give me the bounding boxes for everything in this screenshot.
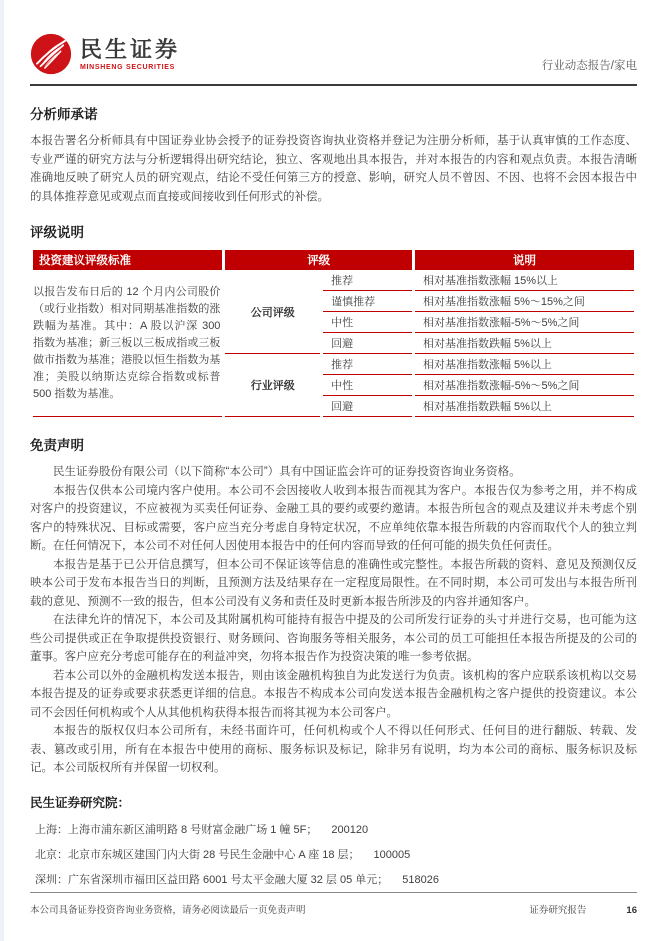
office-postcode: 200120 [331, 823, 369, 836]
analyst-section-title: 分析师承诺 [30, 107, 98, 122]
rating-desc: 相对基准指数涨幅 15%以上 [415, 270, 634, 291]
logo-subtitle: MINSHENG SECURITIES [80, 63, 175, 71]
logo-title: 民生证券 [80, 36, 181, 62]
disclaimer-paragraph: 本报告仅供本公司境内客户使用。本公司不会因接收人收到本报告而视其为客户。本报告仅为参考之用，并不构成对客户的投资建议，不应被视为买卖任何证券、金融工具的要约或要约邀请。本报告所包含的观点及建议并未考虑个别客户的特殊状况、目标或需要，客户应当充分考虑自身特定状况，不应单纯依靠本报告所载的内容而取代个人的独立判断。在任何情况下，本公司不对任何人因使用本报告中的任何内容而导致的任何可能的损失负任何责任。 [30, 484, 637, 552]
rating-header-desc: 说明 [415, 250, 634, 270]
disclaimer-paragraph: 若本公司以外的金融机构发送本报告，则由该金融机构独自为此发送行为负责。该机构的客户应联系该机构以交易本报告提及的证券或要求获悉更详细的信息。本报告不构成本公司向发送本报告金融机构之客户提供的投资建议。本公司不会因任何机构或个人从其他机构获得本报告而将其视为本公司客户。 [30, 669, 637, 719]
rating-label: 回避 [323, 333, 412, 354]
rating-table [30, 250, 637, 417]
rating-header-rating: 评级 [225, 250, 412, 270]
office-address: 广东省深圳市福田区益田路 6001 号太平金融大厦 32 层 05 单元； [68, 873, 389, 886]
rating-desc: 相对基准指数涨幅 5%以上 [415, 354, 634, 375]
office-postcode: 518026 [402, 873, 439, 886]
office-line-shenzhen [30, 868, 637, 893]
office-address: 上海市浦东新区浦明路 8 号财富金融广场 1 幢 5F； [68, 823, 318, 836]
rating-label: 回避 [323, 396, 412, 417]
rating-label: 推荐 [323, 354, 412, 375]
logo-text-block [80, 38, 180, 71]
rating-label: 推荐 [323, 270, 412, 291]
footer-report-type: 证券研究报告 [529, 905, 587, 916]
table-row [33, 270, 634, 291]
rating-category-industry: 行业评级 [225, 354, 320, 417]
rating-category-company: 公司评级 [225, 270, 320, 354]
office-city: 北京： [35, 848, 68, 861]
office-city: 深圳： [35, 873, 68, 886]
page-header [30, 0, 637, 86]
page-footer [30, 892, 637, 916]
rating-section-title: 评级说明 [30, 225, 84, 240]
footer-page-number: 16 [626, 905, 637, 916]
rating-desc: 相对基准指数涨幅-5%～5%之间 [415, 375, 634, 396]
section-disclaimer [30, 434, 637, 778]
analyst-section-body: 本报告署名分析师具有中国证券业协会授予的证券投资咨询执业资格并登记为注册分析师，基于认真审慎的工作态度、专业严谨的研究方法与分析逻辑得出研究结论，独立、客观地出具本报告，并对本报告的内容和观点负责。本报告清晰准确地反映了研究人员的研究观点，结论不受任何第三方的授意、影响，研究人员不曾因、不因、也将不会因本报告中的具体推荐意见或观点而直接或间接收到任何形式的补偿。 [30, 135, 637, 203]
rating-label: 谨慎推荐 [323, 291, 412, 312]
office-city: 上海： [35, 823, 68, 836]
disclaimer-paragraph: 民生证券股份有限公司（以下简称“本公司”）具有中国证监会许可的证券投资咨询业务资格。 [53, 466, 521, 478]
rating-standard-text: 以报告发布日后的 12 个月内公司股价（或行业指数）相对同期基准指数的涨跌幅为基准。其中：A 股以沪深 300 指数为基准；新三板以三板成指或三板做市指数为基准；港股以恒生指数为基准；美股以纳斯达克综合指数或标普 500 指数为基准。 [33, 270, 222, 417]
disclaimer-paragraph: 本报告的版权仅归本公司所有，未经书面许可，任何机构或个人不得以任何形式、任何目的进行翻版、转载、发表、篡改或引用，所有在本报告中使用的商标、服务标识及标记，除非另有说明，均为本公司的商标、服务标识及标记。本公司版权所有并保留一切权利。 [30, 725, 637, 774]
rating-header-standard: 投资建议评级标准 [33, 250, 222, 270]
minsheng-logo [30, 33, 180, 75]
footer-right-block [529, 902, 637, 916]
office-postcode: 100005 [373, 848, 411, 861]
rating-desc: 相对基准指数涨幅-5%～5%之间 [415, 312, 634, 333]
report-type-label: 行业动态报告/家电 [541, 60, 637, 72]
disclaimer-paragraph: 本报告是基于已公开信息撰写，但本公司不保证该等信息的准确性或完整性。本报告所载的资料、意见及预测仅反映本公司于发布本报告当日的判断，且预测方法及结果存在一定程度局限性。在不同时期，本公司可发出与本报告所刊载的意见、预测不一致的报告，但本公司没有义务和责任及时更新本报告所涉及的内容并通知客户。 [30, 558, 637, 608]
rating-table-header-row [33, 250, 634, 270]
rating-desc: 相对基准指数跌幅 5%以上 [415, 396, 634, 417]
disclaimer-paragraph: 在法律允许的情况下，本公司及其附属机构可能持有报告中提及的公司所发行证券的头寸并进行交易，也可能为这些公司提供或正在争取提供投资银行、财务顾问、咨询服务等相关服务，本公司的员工可能担任本报告所提及的公司的董事。客户应充分考虑可能存在的利益冲突，勿将本报告作为投资决策的唯一参考依据。 [30, 614, 637, 663]
section-analyst-commitment [30, 103, 637, 206]
rating-label: 中性 [323, 375, 412, 396]
page-left-edge [0, 0, 4, 941]
office-address: 北京市东城区建国门内大街 28 号民生金融中心 A 座 18 层； [68, 848, 360, 861]
rating-desc: 相对基准指数跌幅 5%以上 [415, 333, 634, 354]
disclaimer-section-title: 免责声明 [30, 438, 84, 453]
rating-label: 中性 [323, 312, 412, 333]
minsheng-logo-icon [30, 33, 72, 75]
institute-title: 民生证券研究院： [30, 795, 131, 810]
section-rating-explanation [30, 221, 637, 417]
office-line-shanghai [30, 818, 637, 843]
footer-disclaimer-note: 本公司具备证券投资咨询业务资格，请务必阅读最后一页免责声明 [30, 905, 306, 916]
rating-desc: 相对基准指数涨幅 5%～15%之间 [415, 291, 634, 312]
office-line-beijing [30, 843, 637, 868]
section-research-institute [30, 793, 637, 893]
